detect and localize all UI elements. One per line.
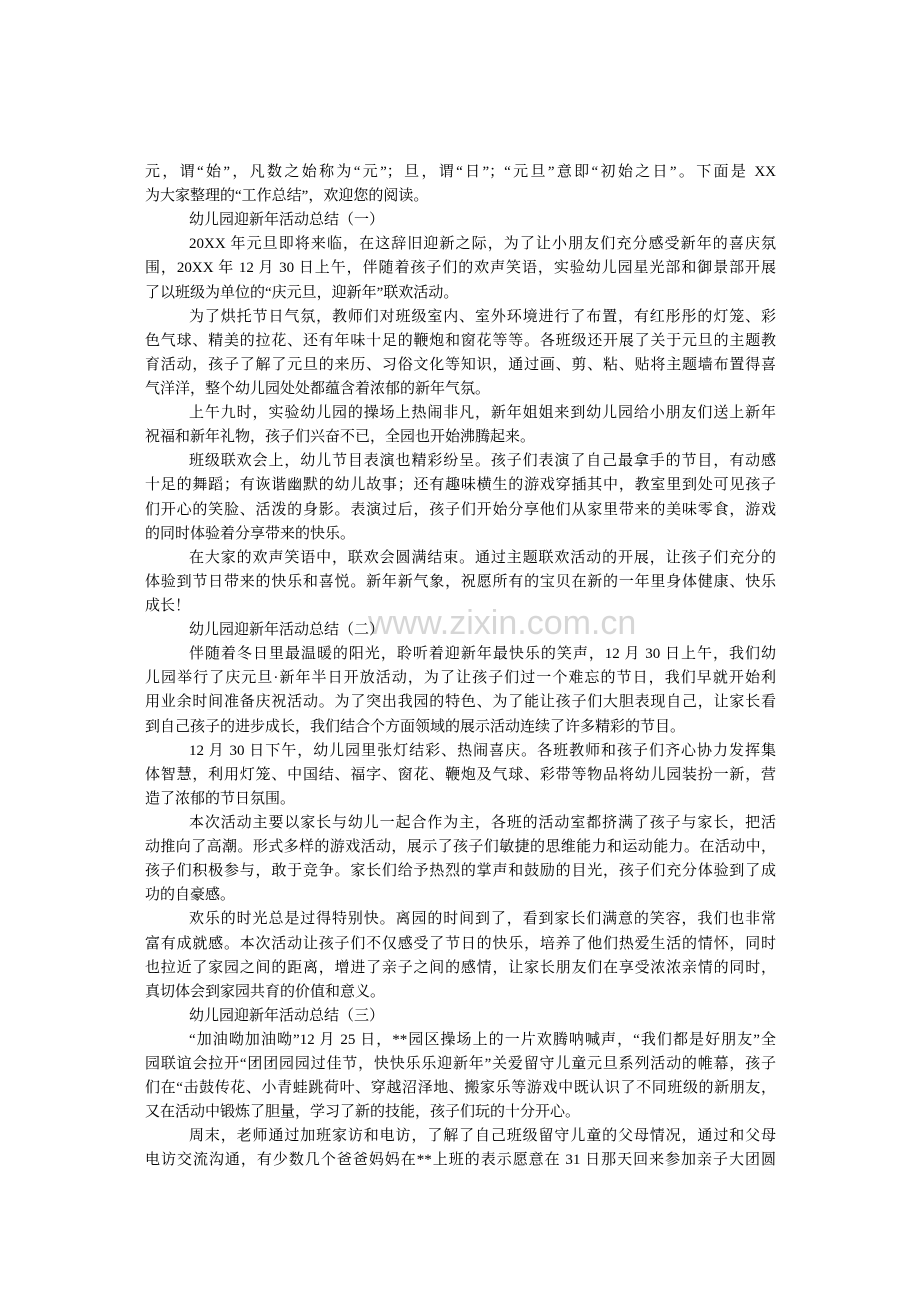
text-line: 又在活动中锻炼了胆量，学习了新的技能，孩子们玩的十分开心。 bbox=[145, 1104, 581, 1121]
text-line: 伴随着冬日里最温暖的阳光，聆听着迎新年最快乐的笑声，12 月 30 日上午，我们幼 bbox=[189, 646, 776, 663]
text-line: 功的自豪感。 bbox=[145, 887, 236, 904]
text-line: 园联谊会拉开“团团园园过佳节，快快乐乐迎新年”关爱留守儿童元旦系列活动的帷幕，孩子 bbox=[145, 1056, 776, 1073]
document-page bbox=[145, 160, 776, 1173]
section-heading: 幼儿园迎新年活动总结（二） bbox=[189, 622, 385, 639]
text-line: 孩子们积极参与，敢于竞争。家长们给予热烈的掌声和鼓励的目光，孩子们充分体验到了成 bbox=[145, 863, 776, 880]
text-line: 的同时体验着分享带来的快乐。 bbox=[145, 525, 356, 542]
section-3 bbox=[145, 1004, 776, 1173]
text-line: 20XX 年元旦即将来临，在这辞旧迎新之际，为了让小朋友们充分感受新年的喜庆氛 bbox=[189, 236, 776, 253]
text-line: 围，20XX 年 12 月 30 日上午，伴随着孩子们的欢声笑语，实验幼儿园星光部和御景部开展 bbox=[145, 260, 776, 277]
paragraph bbox=[145, 739, 776, 811]
section-1 bbox=[145, 208, 776, 618]
section-2 bbox=[145, 618, 776, 1004]
text-line: 造了浓郁的节日氛围。 bbox=[145, 790, 296, 807]
text-line: 元，谓“始”，凡数之始称为“元”；旦，谓“日”；“元旦”意即“初始之日”。下面是 XX bbox=[145, 164, 776, 180]
text-line: 上午九时，实验幼儿园的操场上热闹非凡，新年姐姐来到幼儿园给小朋友们送上新年 bbox=[189, 405, 776, 422]
text-line: “加油呦加油呦”12 月 25 日，**园区操场上的一片欢腾呐喊声，“我们都是好朋友”全 bbox=[189, 1031, 776, 1048]
text-line: 也拉近了家园之间的距离，增进了亲子之间的感情，让家长朋友们在享受浓浓亲情的同时， bbox=[145, 959, 776, 976]
text-line: 到自己孩子的进步成长，我们结合个方面领域的展示活动连续了许多精彩的节目。 bbox=[145, 718, 686, 735]
text-line: 儿园举行了庆元旦·新年半日开放活动，为了让孩子们过一个难忘的节日，我们早就开始利 bbox=[145, 670, 776, 687]
text-line: 气洋洋，整个幼儿园处处都蕴含着浓郁的新年气氛。 bbox=[145, 380, 491, 397]
text-line: 十足的舞蹈；有诙谐幽默的幼儿故事；还有趣味横生的游戏穿插其中，教室里到处可见孩子 bbox=[145, 477, 776, 494]
text-line: 育活动，孩子了解了元旦的来历、习俗文化等知识，通过画、剪、粘、贴将主题墙布置得喜 bbox=[145, 356, 776, 373]
text-line: 了以班级为单位的“庆元旦，迎新年”联欢活动。 bbox=[145, 284, 459, 301]
intro-paragraph bbox=[145, 160, 776, 208]
text-line: 动推向了高潮。形式多样的游戏活动，展示了孩子们敏捷的思维能力和运动能力。在活动中， bbox=[145, 839, 776, 856]
paragraph bbox=[145, 232, 776, 304]
text-line: 们在“击鼓传花、小青蛙跳荷叶、穿越沼泽地、搬家乐等游戏中既认识了不同班级的新朋友， bbox=[145, 1080, 776, 1097]
paragraph bbox=[145, 907, 776, 1003]
text-line: 为大家整理的“工作总结”，欢迎您的阅读。 bbox=[145, 188, 429, 205]
text-line: 们开心的笑脸、活泼的身影。表演过后，孩子们开始分享他们从家里带来的美味零食，游戏 bbox=[145, 501, 776, 518]
text-line: 用业余时间准备庆祝活动。为了突出我园的特色、为了能让孩子们大胆表现自己，让家长看 bbox=[145, 694, 776, 711]
text-line: 欢乐的时光总是过得特别快。离园的时间到了，看到家长们满意的笑容，我们也非常 bbox=[189, 911, 776, 928]
section-heading: 幼儿园迎新年活动总结（一） bbox=[189, 212, 385, 229]
paragraph bbox=[145, 305, 776, 401]
section-heading: 幼儿园迎新年活动总结（三） bbox=[189, 1007, 385, 1024]
text-line: 色气球、精美的拉花、还有年味十足的鞭炮和窗花等等。各班级还开展了关于元旦的主题教 bbox=[145, 332, 776, 349]
watermark: www.zixin.com.cn bbox=[368, 604, 637, 642]
text-line: 体智慧，利用灯笼、中国结、福字、窗花、鞭炮及气球、彩带等物品将幼儿园装扮一新，营 bbox=[145, 766, 776, 783]
text-line: 祝福和新年礼物，孩子们兴奋不已，全园也开始沸腾起来。 bbox=[145, 429, 536, 446]
paragraph bbox=[145, 642, 776, 738]
text-line: 周末，老师通过加班家访和电访，了解了自己班级留守儿童的父母情况，通过和父母 bbox=[189, 1128, 776, 1145]
text-line: 成长！ bbox=[145, 597, 191, 614]
text-line: 富有成就感。本次活动让孩子们不仅感受了节日的快乐，培养了他们热爱生活的情怀，同时 bbox=[145, 935, 776, 952]
text-line: 电访交流沟通，有少数几个爸爸妈妈在**上班的表示愿意在 31 日那天回来参加亲子大团圆 bbox=[145, 1152, 776, 1169]
paragraph bbox=[145, 546, 776, 618]
paragraph bbox=[145, 449, 776, 545]
paragraph bbox=[145, 811, 776, 907]
text-line: 为了烘托节日气氛，教师们对班级室内、室外环境进行了布置，有红彤彤的灯笼、彩 bbox=[189, 308, 776, 325]
paragraph bbox=[145, 1028, 776, 1124]
text-line: 班级联欢会上，幼儿节目表演也精彩纷呈。孩子们表演了自己最拿手的节目，有动感 bbox=[189, 453, 776, 470]
text-line: 体验到节日带来的快乐和喜悦。新年新气象，祝愿所有的宝贝在新的一年里身体健康、快乐 bbox=[145, 573, 776, 590]
paragraph bbox=[145, 401, 776, 449]
text-line: 12 月 30 日下午，幼儿园里张灯结彩、热闹喜庆。各班教师和孩子们齐心协力发挥集 bbox=[189, 742, 776, 759]
text-line: 本次活动主要以家长与幼儿一起合作为主，各班的活动室都挤满了孩子与家长，把活 bbox=[189, 814, 776, 831]
text-line: 在大家的欢声笑语中，联欢会圆满结束。通过主题联欢活动的开展，让孩子们充分的 bbox=[189, 549, 776, 566]
text-line: 真切体会到家园共育的价值和意义。 bbox=[145, 983, 386, 1000]
paragraph bbox=[145, 1124, 776, 1172]
